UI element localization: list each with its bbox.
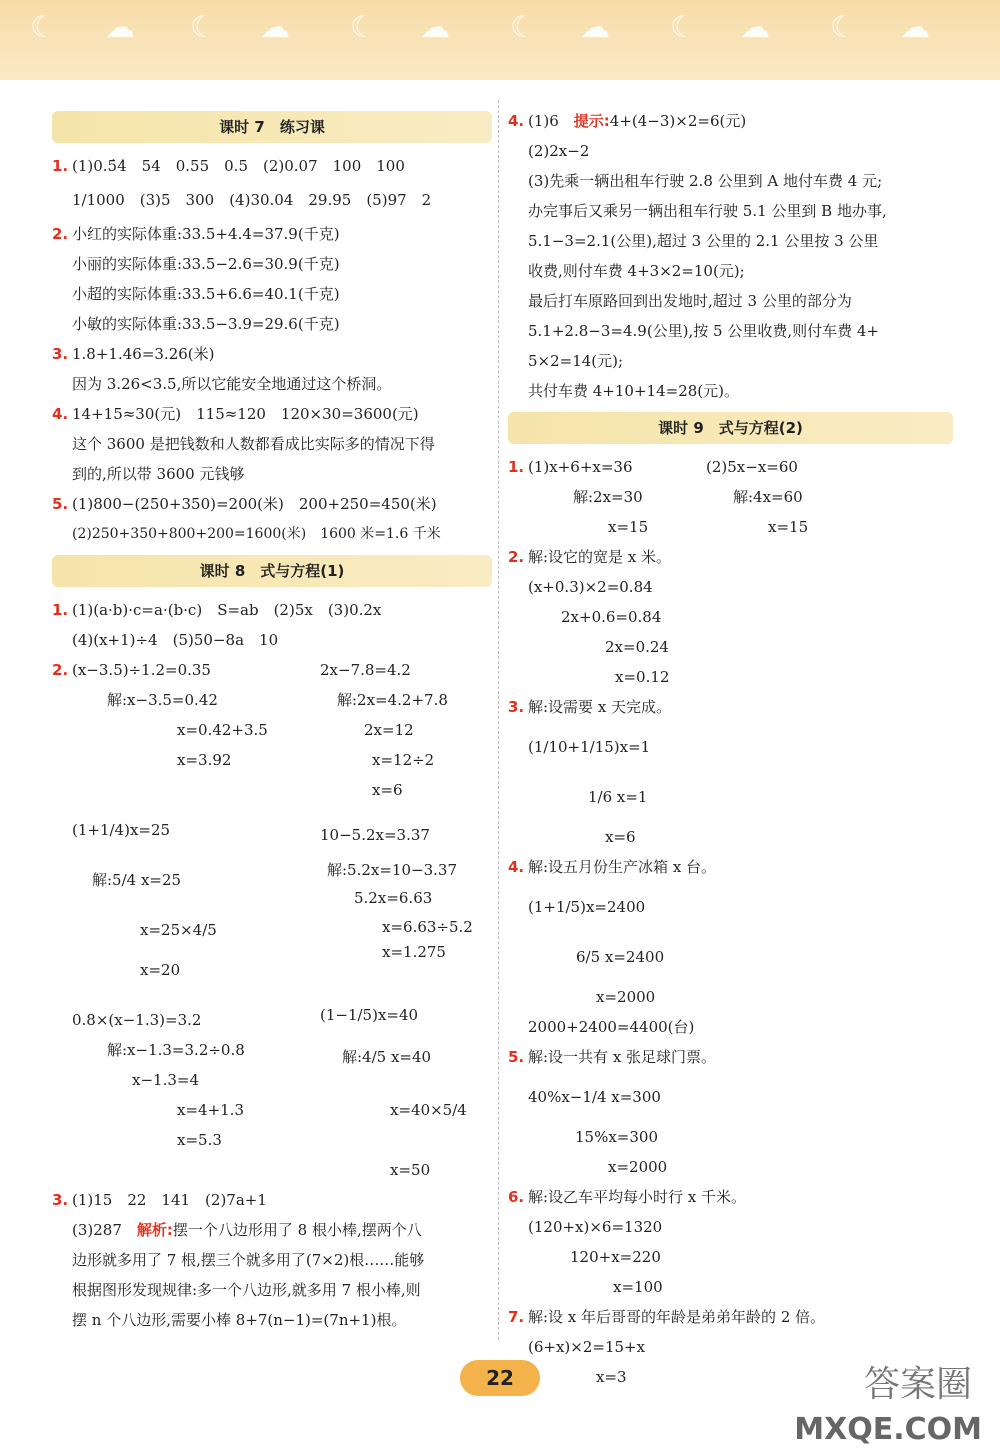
equation-line: 2x−7.8=4.2 [320, 661, 411, 679]
item-number: 2. [508, 548, 525, 566]
item-number: 1. [52, 601, 69, 619]
cloud-icon: ☁ [420, 10, 450, 45]
answer-line [508, 256, 953, 286]
equation-row [508, 1152, 953, 1182]
watermark-logo: 答案圈 [863, 1364, 972, 1405]
answer-2 [508, 542, 953, 572]
answer-text: 1.8+1.46=3.26(米) [72, 345, 215, 363]
answer-text: (1)15 22 141 (2)7a+1 [72, 1191, 267, 1209]
equation-line: x=6.63÷5.2 [382, 918, 473, 936]
equation-line: 解:4/5 x=40 [342, 1048, 432, 1066]
answer-text: (1)(a·b)·c=a·(b·c) S=ab (2)5x (3)0.2x [72, 601, 382, 619]
equation-row [508, 722, 953, 772]
equation-line: x=4+1.3 [177, 1101, 244, 1119]
item-number: 6. [508, 1188, 525, 1206]
equation-line: 解:设一共有 x 张足球门票。 [528, 1048, 717, 1066]
item-number: 1. [508, 458, 525, 476]
column-divider [498, 100, 499, 1340]
equation-row [52, 985, 492, 1035]
equation-row [508, 572, 953, 602]
right-column [508, 106, 953, 1392]
answer-1-cont [52, 181, 492, 219]
equation-line: 40%x−1/4 x=300 [528, 1088, 661, 1106]
equation-line: 解:设五月份生产冰箱 x 台。 [528, 858, 717, 876]
analysis-label: 解析: [136, 1221, 173, 1239]
equation-row [508, 932, 953, 982]
equation-row [52, 1065, 492, 1095]
equation-row [508, 1072, 953, 1122]
equation-row [508, 772, 953, 822]
hint-label: 提示: [573, 112, 610, 130]
equation-row [508, 1242, 953, 1272]
cloud-icon: ☁ [105, 10, 135, 45]
section-7-heading: 课时 7 练习课 [52, 111, 492, 143]
item-number: 4. [52, 405, 69, 423]
answer-text: 根据图形发现规律:多一个八边形,就多用 7 根小棒,则 [72, 1281, 421, 1299]
page-number: 22 [460, 1360, 540, 1396]
equation-line: x=1.275 [382, 943, 446, 961]
equation-line: x=50 [390, 1161, 431, 1179]
equation-line: (x−3.5)÷1.2=0.35 [72, 661, 211, 679]
equation-line: x=2000 [596, 988, 656, 1006]
equation-line: x=0.42+3.5 [177, 721, 268, 739]
item-number: 5. [52, 495, 69, 513]
equation-row [52, 775, 492, 805]
equation-row [508, 1272, 953, 1302]
answer-text: 到的,所以带 3600 元钱够 [72, 465, 245, 483]
equation-line: 解:2x=30 [573, 488, 643, 506]
equation-line: 解:x−1.3=3.2÷0.8 [107, 1041, 245, 1059]
equation-line: 2000+2400=4400(台) [528, 1018, 695, 1036]
equation-row [52, 805, 492, 855]
answer-line [52, 249, 492, 279]
answer-4 [508, 852, 953, 882]
answer-text: 收费,则付车费 4+3×2=10(元); [528, 262, 745, 280]
answer-text: 摆 n 个八边形,需要小棒 8+7(n−1)=(7n+1)根。 [72, 1311, 407, 1329]
equation-line: 解:5.2x=10−3.37 [327, 861, 457, 879]
answer-text: 小红的实际体重:33.5+4.4=37.9(千克) [72, 225, 340, 243]
cloud-icon: ☁ [740, 10, 770, 45]
equation-line: 解:5/4 x=25 [92, 871, 182, 889]
equation-line: x=6 [605, 828, 636, 846]
equation-line: x=0.12 [615, 668, 670, 686]
answer-text: 因为 3.26<3.5,所以它能安全地通过这个桥洞。 [72, 375, 392, 393]
equation-line: 0.8×(x−1.3)=3.2 [72, 1011, 202, 1029]
equation-line: x=5.3 [177, 1131, 222, 1149]
item-number: 4. [508, 858, 525, 876]
equation-row [52, 685, 492, 715]
equation-line: 解:2x=4.2+7.8 [337, 691, 448, 709]
equation-line: 2x=12 [364, 721, 414, 739]
equation-line: x=3 [596, 1368, 627, 1386]
equation-row [52, 715, 492, 745]
equation-row [508, 982, 953, 1012]
cloud-icon: ☁ [260, 10, 290, 45]
equation-row [508, 662, 953, 692]
answer-text: 5×2=14(元); [528, 352, 624, 370]
answer-text: (1)0.5̇4̇ 54 0.55 0.5 (2)0.07 100 100 [72, 157, 405, 175]
equation-line: 2x=0.24 [605, 638, 669, 656]
equation-line: (1+1/5)x=2400 [528, 898, 646, 916]
answer-text: (3)287 [72, 1221, 137, 1239]
answer-text: 4+(4−3)×2=6(元) [609, 112, 747, 130]
answer-line [52, 519, 492, 549]
answer-line [508, 316, 953, 346]
equation-line: 解:设乙车平均每小时行 x 千米。 [528, 1188, 747, 1206]
answer-line [508, 346, 953, 376]
section-8-heading: 课时 8 式与方程(1) [52, 555, 492, 587]
moon-icon: ☾ [830, 10, 857, 45]
equation-line: 解:设 x 年后哥哥的年龄是弟弟年龄的 2 倍。 [528, 1308, 826, 1326]
equation-line: (6+x)×2=15+x [528, 1338, 646, 1356]
answer-text: 边形就多用了 7 根,摆三个就多用了(7×2)根……能够 [72, 1251, 425, 1269]
equation-line: x=15 [608, 518, 649, 536]
header-band [0, 0, 1000, 80]
section-9-heading: 课时 9 式与方程(2) [508, 412, 953, 444]
answer-line [52, 429, 492, 459]
answer-line [52, 279, 492, 309]
answer-4 [508, 106, 953, 136]
answer-1 [508, 452, 953, 482]
answer-line [52, 1305, 492, 1335]
equation-line: (1−1/5)x=40 [320, 1006, 419, 1024]
answer-line [52, 369, 492, 399]
equation-line: (1+1/4)x=25 [72, 821, 171, 839]
moon-icon: ☾ [510, 10, 537, 45]
equation-row [52, 1095, 492, 1125]
equation-row [508, 1212, 953, 1242]
cloud-icon: ☁ [580, 10, 610, 45]
moon-icon: ☾ [190, 10, 217, 45]
answer-text: 5.1−3=2.1(公里),超过 3 公里的 2.1 公里按 3 公里 [528, 232, 879, 250]
equation-line: (x+0.3)×2=0.84 [528, 578, 653, 596]
cloud-icon: ☁ [900, 10, 930, 45]
answer-text: (1)6 [528, 112, 574, 130]
equation-row [508, 482, 953, 512]
answer-3 [52, 339, 492, 369]
equation-row [52, 1155, 492, 1185]
answer-line [508, 286, 953, 316]
answer-text: (1)800−(250+350)=200(米) 200+250=450(米) [72, 495, 437, 513]
answer-text: 14+15≈30(元) 115≈120 120×30=3600(元) [72, 405, 419, 423]
equation-line: x=40×5/4 [390, 1101, 467, 1119]
equation-line: x=2000 [608, 1158, 668, 1176]
answer-text: (2)2x−2 [528, 142, 590, 160]
answer-text: 最后打车原路回到出发地时,超过 3 公里的部分为 [528, 292, 852, 310]
answer-6 [508, 1182, 953, 1212]
answer-3 [508, 692, 953, 722]
answer-5 [52, 489, 492, 519]
equation-line: 10−5.2x=3.37 [320, 826, 430, 844]
item-number: 2. [52, 661, 69, 679]
left-column [52, 105, 492, 1335]
answer-text: 5.1+2.8−3=4.9(公里),按 5 公里收费,则付车费 4+ [528, 322, 880, 340]
answer-line [508, 226, 953, 256]
equation-row [52, 1125, 492, 1155]
answer-text: 这个 3600 是把钱数和人数都看成比实际多的情况下得 [72, 435, 435, 453]
answer-text: (4)(x+1)÷4 (5)50−8a 10 [72, 631, 279, 649]
equation-row [52, 943, 492, 985]
equation-line: 1/6 x=1 [588, 788, 648, 806]
answer-text: 摆一个八边形用了 8 根小棒,摆两个八 [172, 1221, 422, 1239]
equation-line: x=6 [372, 781, 403, 799]
watermark-url: MXQE.COM [794, 1412, 982, 1447]
answer-line [508, 376, 953, 406]
equation-row [508, 602, 953, 632]
answer-2 [52, 655, 492, 685]
item-number: 5. [508, 1048, 525, 1066]
answer-line [52, 459, 492, 489]
answer-line [508, 166, 953, 196]
answer-line [52, 1215, 492, 1245]
equation-line: 解:x−3.5=0.42 [107, 691, 218, 709]
equation-line: x=15 [768, 518, 809, 536]
answer-text: 共付车费 4+10+14=28(元)。 [528, 382, 739, 400]
equation-line: (1/10+1/15)x=1 [528, 738, 651, 756]
equation-line: 解:设需要 x 天完成。 [528, 698, 672, 716]
answer-text: 办完事后又乘另一辆出租车行驶 5.1 公里到 B 地办事, [528, 202, 887, 220]
answer-line [52, 1245, 492, 1275]
item-number: 3. [52, 1191, 69, 1209]
equation-line: x=25×4/5 [140, 921, 217, 939]
equation-line: 2x+0.6=0.84 [561, 608, 662, 626]
moon-icon: ☾ [670, 10, 697, 45]
equation-line: x=3.92 [177, 751, 232, 769]
answer-text: 小敏的实际体重:33.5−3.9=29.6(千克) [72, 315, 340, 333]
equation-row [508, 882, 953, 932]
answer-text: 小丽的实际体重:33.5−2.6=30.9(千克) [72, 255, 340, 273]
equation-line: x=12÷2 [372, 751, 435, 769]
moon-icon: ☾ [350, 10, 377, 45]
answer-text: 1/1000 (3)5 300 (4)30.04 29.95 (5)97 2 [72, 191, 432, 209]
item-number: 3. [52, 345, 69, 363]
equation-line: x=20 [140, 961, 181, 979]
answer-line [52, 625, 492, 655]
equation-row [52, 745, 492, 775]
equation-line: (1)x+6+x=36 [528, 458, 633, 476]
answer-4 [52, 399, 492, 429]
equation-line: x−1.3=4 [132, 1071, 199, 1089]
answer-text: (2)250+350+800+200=1600(米) 1600 米=1.6 千米 [72, 526, 441, 542]
answer-line [52, 1275, 492, 1305]
answer-7 [508, 1302, 953, 1332]
answer-5 [508, 1042, 953, 1072]
answer-text: 小超的实际体重:33.5+6.6=40.1(千克) [72, 285, 340, 303]
answer-1 [52, 595, 492, 625]
equation-row [52, 855, 492, 905]
item-number: 2. [52, 225, 69, 243]
answer-3 [52, 1185, 492, 1215]
moon-icon: ☾ [30, 10, 57, 45]
item-number: 4. [508, 112, 525, 130]
answer-1 [52, 151, 492, 181]
equation-row [508, 512, 953, 542]
answer-line [508, 136, 953, 166]
answer-2 [52, 219, 492, 249]
equation-line: 解:设它的宽是 x 米。 [528, 548, 672, 566]
equation-line: 15%x=300 [575, 1128, 658, 1146]
equation-row [52, 1035, 492, 1065]
equation-line: (120+x)×6=1320 [528, 1218, 663, 1236]
equation-line: x=100 [613, 1278, 663, 1296]
equation-line: 120+x=220 [570, 1248, 661, 1266]
item-number: 3. [508, 698, 525, 716]
equation-row [508, 1012, 953, 1042]
equation-row [508, 1122, 953, 1152]
equation-line: 6/5 x=2400 [576, 948, 665, 966]
equation-row [508, 822, 953, 852]
answer-line [52, 309, 492, 339]
equation-line: 5.2x=6.63 [354, 889, 433, 907]
answer-line [508, 196, 953, 226]
answer-text: (3)先乘一辆出租车行驶 2.8 公里到 A 地付车费 4 元; [528, 172, 883, 190]
equation-line: (2)5x−x=60 [706, 458, 798, 476]
equation-line: 解:4x=60 [733, 488, 803, 506]
item-number: 7. [508, 1308, 525, 1326]
item-number: 1. [52, 157, 69, 175]
equation-row [508, 632, 953, 662]
